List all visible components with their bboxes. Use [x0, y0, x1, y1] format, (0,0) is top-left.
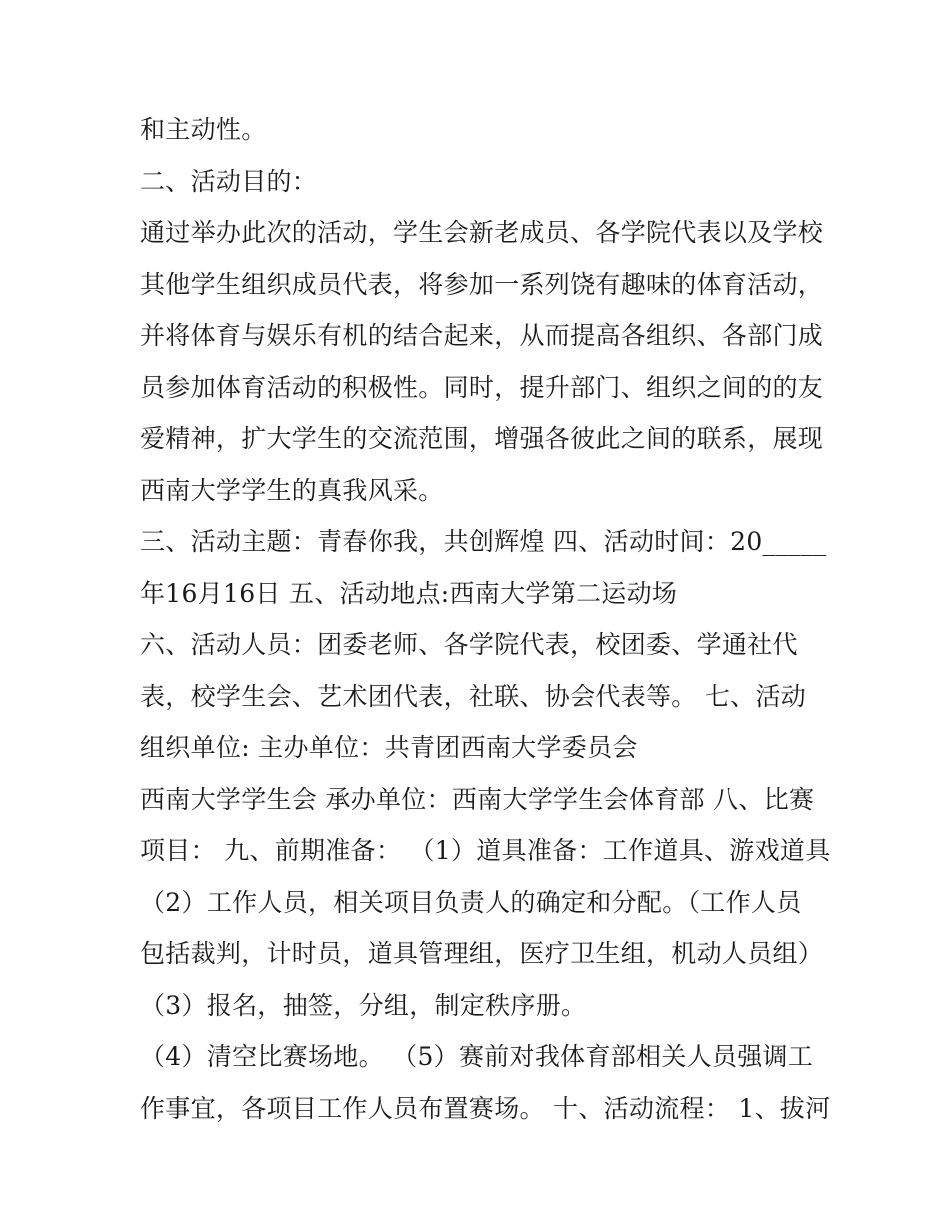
text-line: 作事宜，各项目工作人员布置赛场。 十、活动流程： 1、拔河 [140, 1093, 831, 1123]
document-body [140, 104, 831, 1134]
text-line: 西南大学学生会 承办单位：西南大学学生会体育部 八、比赛 [140, 784, 815, 814]
text-line: 包括裁判，计时员，道具管理组，医疗卫生组，机动人员组） [140, 939, 824, 968]
text-line: 六、活动人员：团委老师、各学院代表，校团委、学通社代 [140, 630, 798, 659]
text-line: （2）工作人员，相关项目负责人的确定和分配。（工作人员 [140, 887, 802, 917]
text-line: 爱精神，扩大学生的交流范围，增强各彼此之间的联系，展现 [140, 424, 824, 453]
text-line: 西南大学学生的真我风采。 [140, 475, 444, 505]
text-line: 和主动性。 [140, 115, 267, 144]
text-line: 项目： 九、前期准备： （1）道具准备：工作道具、游戏道具 [140, 836, 831, 865]
text-line: 组织单位: 主办单位：共青团西南大学委员会 [140, 733, 638, 762]
section-heading: 二、活动目的： [140, 166, 318, 196]
text-line: 员参加体育活动的积极性。同时，提升部门、组织之间的的友 [140, 372, 824, 402]
text-line: 通过举办此次的活动，学生会新老成员、各学院代表以及学校 [140, 218, 824, 247]
text-line: 并将体育与娱乐有机的结合起来，从而提高各组织、各部门成 [140, 321, 824, 350]
text-line: 表，校学生会、艺术团代表，社联、协会代表等。 七、活动 [140, 681, 807, 711]
text-line: （4）清空比赛场地。 （5）赛前对我体育部相关人员强调工 [140, 1042, 814, 1071]
text-line: 年16月16日 五、活动地点:西南大学第二运动场 [140, 578, 678, 608]
text-line: （3）报名，抽签，分组，制定秩序册。 [140, 990, 587, 1020]
text-line: 三、活动主题：青春你我，共创辉煌 四、活动时间：20_____ [140, 527, 827, 556]
text-line: 其他学生组织成员代表，将参加一系列饶有趣味的体育活动， [140, 269, 824, 299]
